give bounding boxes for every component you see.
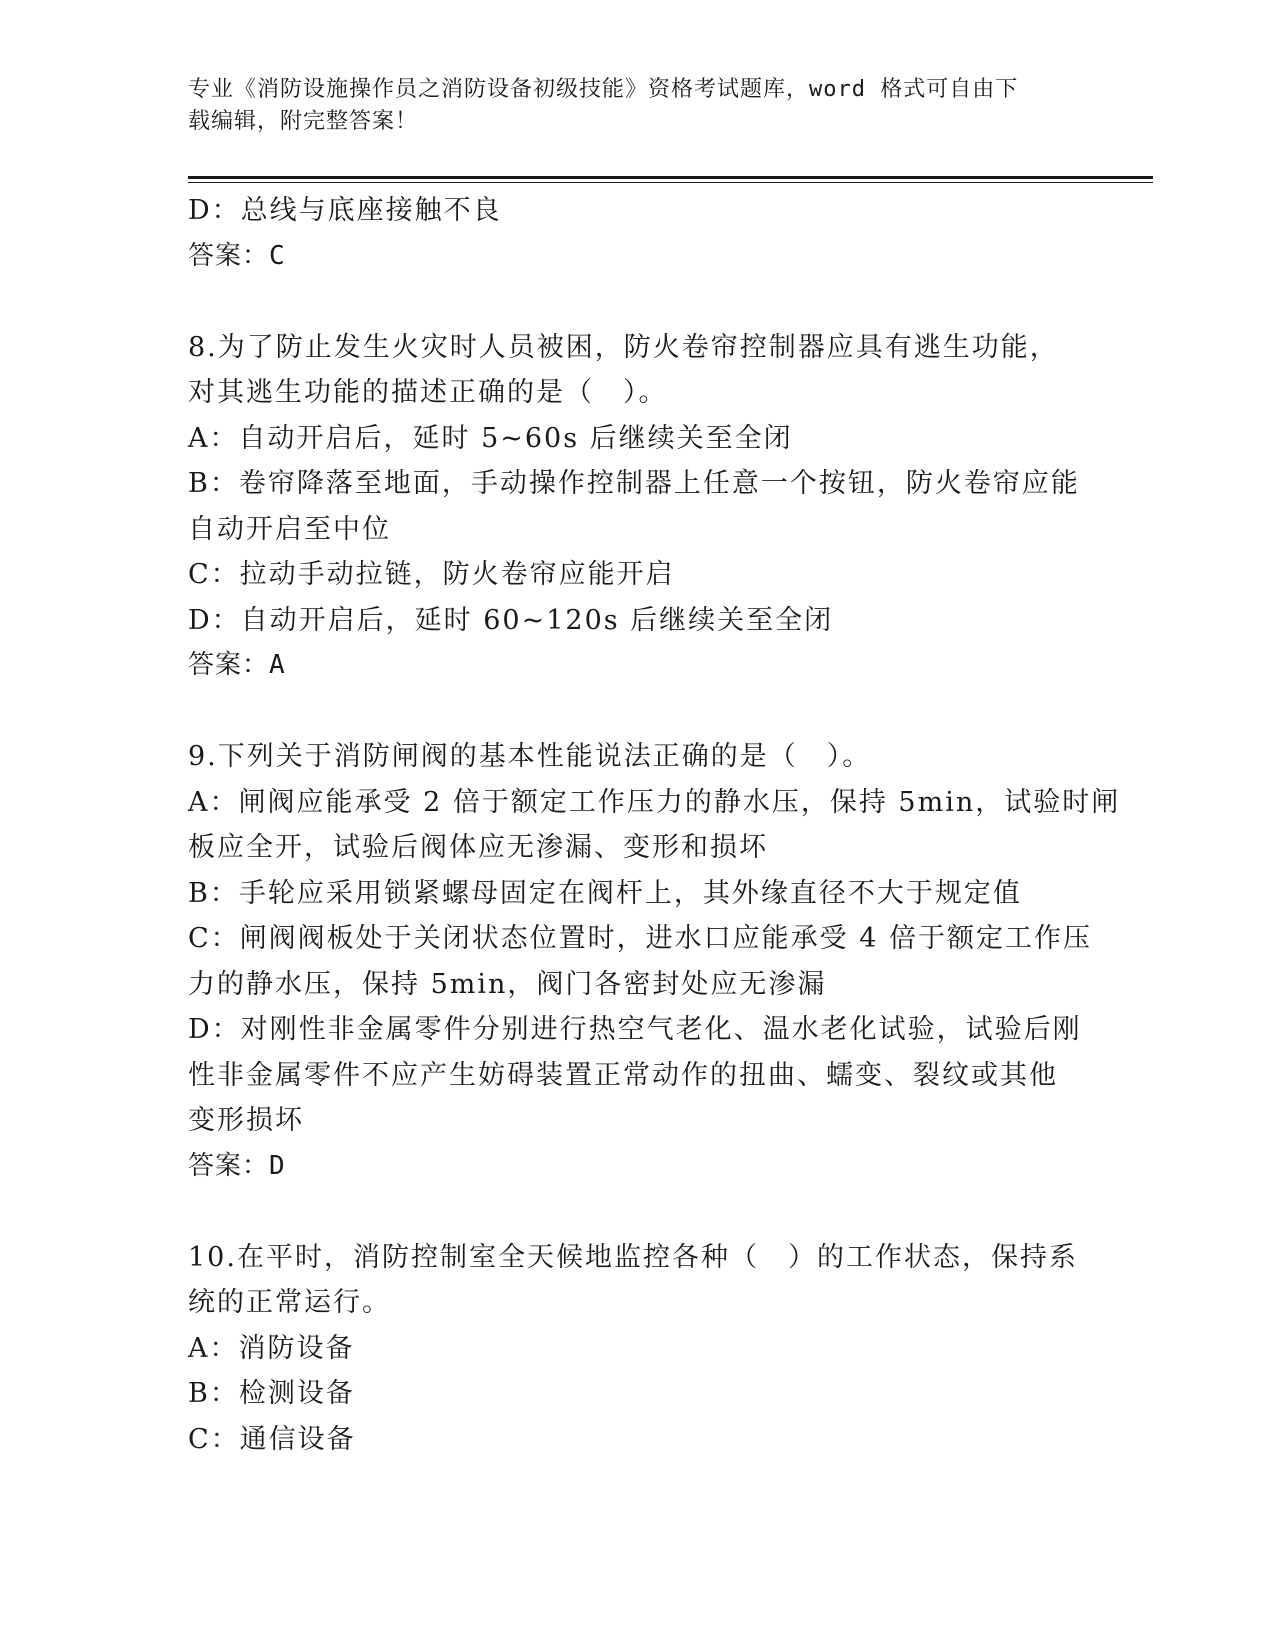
q9-option-d-line-2: 性非金属零件不应产生妨碍装置正常动作的扭曲、蠕变、裂纹或其他 bbox=[188, 1059, 1058, 1091]
q8-option-d: D：自动开启后，延时 60~120s 后继续关至全闭 bbox=[188, 604, 834, 636]
q9-answer: 答案：D bbox=[188, 1150, 286, 1181]
question-8 bbox=[188, 325, 1088, 689]
q9-option-b: B：手轮应采用锁紧螺母固定在阀杆上，其外缘直径不大于规定值 bbox=[188, 877, 1022, 909]
spacer bbox=[188, 1189, 1088, 1235]
q8-stem-line-1: 8.为了防止发生火灾时人员被困，防火卷帘控制器应具有逃生功能， bbox=[188, 331, 1059, 363]
spacer bbox=[188, 279, 1088, 325]
q10-stem-line-2: 统的正常运行。 bbox=[188, 1287, 391, 1318]
q9-option-c-line-2: 力的静水压，保持 5min，阀门各密封处应无渗漏 bbox=[188, 968, 827, 1000]
q10-option-b: B：检测设备 bbox=[188, 1378, 355, 1409]
q10-option-c: C：通信设备 bbox=[188, 1423, 356, 1455]
q8-option-b-line-1: B：卷帘降落至地面，手动操作控制器上任意一个按钮，防火卷帘应能 bbox=[188, 468, 1080, 499]
q10-stem-line-1: 10.在平时，消防控制室全天候地监控各种（ ）的工作状态，保持系 bbox=[188, 1241, 1078, 1273]
q8-option-a: A：自动开启后，延时 5~60s 后继续关至全闭 bbox=[188, 422, 793, 454]
q9-option-c-line-1: C：闸阀阀板处于关闭状态位置时，进水口应能承受 4 倍于额定工作压 bbox=[188, 923, 1093, 954]
header-line-1: 专业《消防设施操作员之消防设备初级技能》资格考试题库，word 格式可自由下 bbox=[188, 77, 1019, 102]
q8-answer: 答案：A bbox=[188, 650, 286, 680]
q10-option-a: A：消防设备 bbox=[188, 1332, 355, 1364]
question-content bbox=[188, 188, 1121, 1462]
q8-option-c: C：拉动手动拉链，防火卷帘应能开启 bbox=[188, 559, 675, 590]
q9-option-a-line-2: 板应全开，试验后阀体应无渗漏、变形和损坏 bbox=[188, 832, 768, 863]
question-10 bbox=[188, 1235, 1088, 1463]
q9-option-d-line-1: D：对刚性非金属零件分别进行热空气老化、温水老化试验，试验后刚 bbox=[188, 1014, 1082, 1045]
q8-stem-line-2: 对其逃生功能的描述正确的是（ ）。 bbox=[188, 377, 668, 408]
q8-option-b-line-2: 自动开启至中位 bbox=[188, 513, 391, 545]
page-header bbox=[188, 74, 1088, 138]
q9-stem: 9.下列关于消防闸阀的基本性能说法正确的是（ ）。 bbox=[188, 741, 872, 772]
header-line-2: 载编辑，附完整答案！ bbox=[188, 109, 419, 134]
q7-option-d: D：总线与底座接触不良 bbox=[188, 195, 502, 226]
header-rule-thick bbox=[188, 176, 1153, 179]
q9-option-d-line-3: 变形损坏 bbox=[188, 1105, 304, 1136]
spacer bbox=[188, 689, 1088, 735]
q9-option-a-line-1: A：闸阀应能承受 2 倍于额定工作压力的静水压，保持 5min，试验时闸 bbox=[188, 786, 1121, 818]
header-rule-thin bbox=[188, 182, 1153, 183]
question-7-tail bbox=[188, 188, 1088, 279]
question-9 bbox=[188, 734, 1121, 1189]
q7-answer: 答案：C bbox=[188, 240, 286, 271]
